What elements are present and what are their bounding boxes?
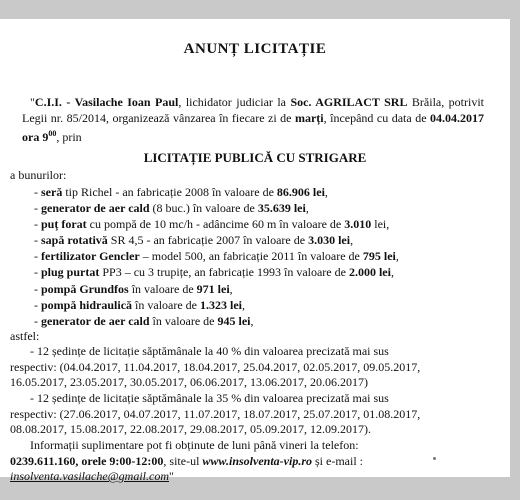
item-name: pompă hidraulică — [41, 297, 133, 312]
list-item — [34, 281, 399, 297]
goods-list — [34, 184, 399, 329]
list-item — [34, 200, 399, 216]
item-name: plug purtat — [41, 265, 100, 280]
item-dash: - — [34, 265, 41, 280]
item-end: , — [250, 313, 254, 328]
item-name: generator de aer cald — [41, 313, 150, 328]
item-name: seră — [41, 185, 63, 199]
list-item — [34, 313, 399, 329]
intro-line3-b: , prin — [56, 130, 82, 144]
list-item — [34, 216, 399, 232]
item-end: , — [305, 201, 309, 216]
website-link[interactable]: www.insolventa-vip.ro — [202, 453, 312, 468]
auction-type-heading: LICITAȚIE PUBLICĂ CU STRIGARE — [143, 150, 367, 165]
schedule-line: - 12 ședințe de licitație săptămânale la 40 % din valoarea precizată mai sus — [30, 344, 389, 358]
item-dash: - — [34, 185, 41, 199]
schedule-40-percent — [10, 344, 486, 391]
info-tail: și e-mail : — [312, 453, 363, 468]
document-page — [0, 19, 510, 484]
schedule-line: respectiv: (27.06.2017, 04.07.2017, 11.07.2017, 18.07.2017, 25.07.2017, 01.08.2017, — [10, 406, 421, 421]
item-value: 86.906 lei — [276, 185, 325, 199]
item-dash: - — [34, 281, 41, 296]
item-end: , — [229, 281, 233, 296]
item-end: , — [350, 233, 354, 248]
item-desc: (8 buc.) în valoare de — [149, 201, 258, 216]
schedule-line: respectiv: (04.04.2017, 11.04.2017, 18.04.2017, 25.04.2017, 02.05.2017, 09.05.2017, — [10, 359, 421, 374]
item-name: generator de aer cald — [41, 201, 150, 216]
item-value: 3.030 lei — [308, 233, 351, 248]
item-value: 35.639 lei — [257, 201, 306, 216]
astfel-text: astfel: — [10, 329, 40, 343]
info-line-3 — [10, 469, 486, 485]
quote-close: " — [169, 469, 174, 484]
item-desc: PP3 – cu 3 trupițe, an fabricație 1993 în valoare de — [99, 265, 349, 280]
info-mid: , site-ul — [163, 453, 203, 468]
item-end: , — [324, 185, 328, 199]
item-name: sapă rotativă — [41, 233, 108, 248]
item-end: lei, — [371, 217, 390, 232]
debtor-name: Soc. AGRILACT SRL — [290, 95, 408, 109]
item-dash: - — [34, 297, 41, 312]
start-time-sup: 00 — [48, 129, 57, 138]
item-desc: SR 4,5 - an fabricație 2007 în valoare de — [107, 233, 309, 248]
intro-text-a: , lichidator judiciar la — [178, 95, 291, 109]
intro-paragraph — [22, 95, 484, 146]
info-line-2 — [10, 454, 486, 470]
item-desc: în valoare de — [128, 281, 197, 296]
item-end: , — [395, 249, 399, 264]
item-value: 795 lei — [362, 249, 396, 264]
list-item — [34, 184, 399, 200]
item-value: 971 lei — [196, 281, 230, 296]
item-name: pompă Grundfos — [41, 281, 129, 296]
scan-speck — [433, 457, 436, 460]
schedule-35-percent — [10, 391, 486, 438]
intro-text-b: , începând — [323, 110, 374, 125]
list-item — [34, 297, 399, 313]
item-desc: cu pompă de 10 mc/h - adâncime 60 m în valoare de — [86, 217, 345, 232]
item-value: 1.323 lei — [200, 297, 242, 312]
item-value: 945 lei — [217, 313, 251, 328]
schedule-line: 16.05.2017, 23.05.2017, 30.05.2017, 06.06.2017, 13.06.2017, 20.06.2017) — [10, 375, 368, 390]
page-title: ANUNȚ LICITAȚIE — [183, 41, 327, 57]
list-item — [34, 264, 399, 280]
goods-lead-text: a bunurilor: — [10, 168, 67, 182]
list-item — [34, 248, 399, 264]
start-date-text: 04.04.2017 ora 9 — [22, 110, 485, 144]
schedule-line: 08.08.2017, 15.08.2017, 22.08.2017, 29.08.2017, 05.09.2017, 12.09.2017). — [10, 422, 371, 437]
email-link[interactable]: insolventa.vasilache@gmail.com — [10, 469, 170, 484]
contact-info — [10, 438, 486, 485]
item-dash: - — [34, 201, 41, 216]
item-desc: – model 500, an fabricație 2011 în valoare de — [139, 249, 363, 264]
intro-line2: Brăila, potrivit Legii nr. 85/2014, organizează vânzarea în fiecare zi de — [22, 95, 485, 125]
item-name: puț forat — [41, 217, 87, 232]
item-desc: în valoare de — [149, 313, 218, 328]
quote-open: " — [30, 95, 35, 109]
auction-day: marți — [294, 110, 324, 125]
liquidator-name: C.I.I. - Vasilache Ioan Paul — [34, 95, 179, 109]
item-end: , — [390, 265, 394, 280]
item-end: , — [242, 297, 245, 312]
item-value: 2.000 lei — [348, 265, 391, 280]
item-dash: - — [34, 217, 41, 232]
item-name: fertilizator Gencler — [41, 249, 140, 264]
info-line: Informații suplimentare pot fi obținute de luni până vineri la telefon: — [30, 438, 359, 452]
item-dash: - — [34, 233, 41, 248]
phone-hours: 0239.611.160, orele 9:00-12:00 — [10, 453, 164, 468]
item-value: 3.010 — [344, 217, 372, 232]
item-desc: tip Richel - an fabricație 2008 în valoare de — [62, 185, 277, 199]
item-dash: - — [34, 313, 41, 328]
list-item — [34, 232, 399, 248]
schedule-line: - 12 ședințe de licitație săptămânale la 35 % din valoarea precizată mai sus — [30, 391, 389, 405]
item-dash: - — [34, 249, 41, 264]
item-desc: în valoare de — [132, 297, 200, 312]
intro-line3-a: cu data de — [376, 110, 431, 125]
